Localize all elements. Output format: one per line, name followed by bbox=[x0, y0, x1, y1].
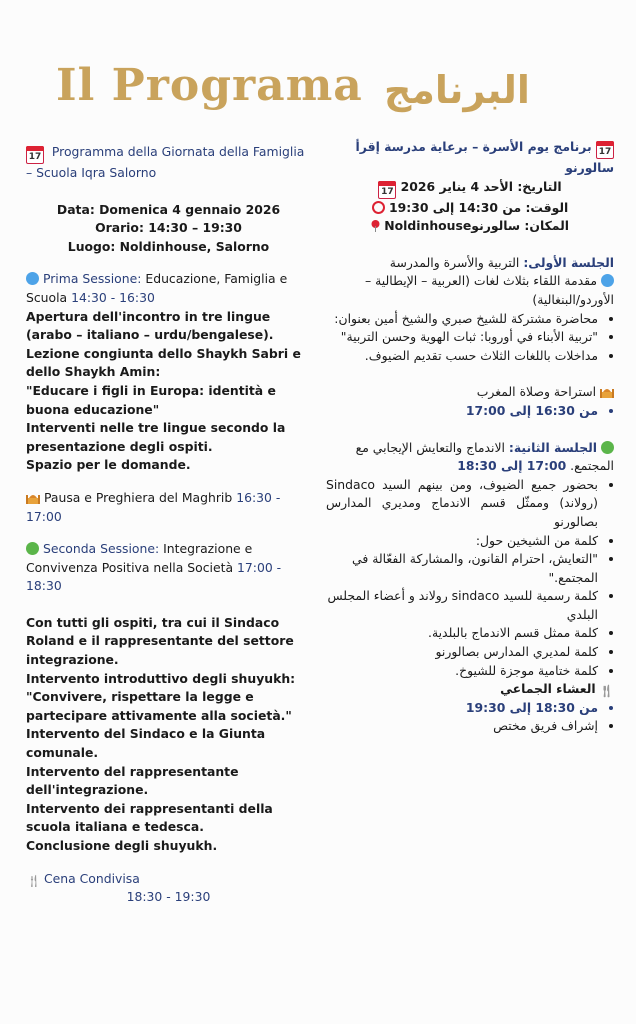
dinner-label: Cena Condivisa bbox=[43, 870, 140, 886]
italian-dinner bbox=[26, 870, 311, 889]
list-item: • كلمة ختامية موجزة للشيوخ. bbox=[326, 662, 598, 681]
list-item: • كلمة لمديري المدارس بصالورنو bbox=[326, 643, 598, 662]
arabic-session1-intro-text: مقدمة اللقاء بثلاث لغات (العربية – الإيطالية – الأوردو/البنغالية) bbox=[365, 273, 614, 307]
list-item: • كلمة رسمية للسيد sindaco رولاند و أعضاء المجلس البلدي bbox=[326, 587, 598, 624]
italian-column bbox=[26, 143, 311, 907]
list-item: • إشراف فريق مختص bbox=[326, 717, 598, 736]
arabic-session2-header bbox=[326, 439, 614, 476]
mosque-icon bbox=[600, 386, 614, 398]
arabic-session2-label: الجلسة الثانية: bbox=[508, 439, 598, 455]
title-italian: Il Programa bbox=[56, 60, 363, 111]
arabic-break-list bbox=[326, 402, 614, 421]
session2-line: Conclusione degli shuyukh. bbox=[26, 838, 218, 853]
arabic-date bbox=[326, 178, 614, 199]
italian-break bbox=[26, 489, 311, 526]
italian-session2-header bbox=[26, 540, 311, 596]
arabic-session1-title: التربية والأسرة والمدرسة bbox=[389, 254, 520, 270]
italian-session1-header bbox=[26, 270, 311, 307]
green-circle-icon bbox=[601, 441, 614, 454]
session2-line: Intervento del Sindaco e la Giunta comunale. bbox=[26, 726, 266, 761]
arabic-session2-time: 17:00 إلى 18:30 bbox=[457, 458, 567, 474]
arabic-place bbox=[326, 217, 614, 236]
blue-circle-icon bbox=[601, 274, 614, 287]
list-item: • بحضور جميع الضيوف، ومن بينهم السيد Sindaco (رولاند) وممثّل قسم الاندماج ومديري المدارس بصالورنو bbox=[326, 476, 598, 532]
title-row bbox=[0, 56, 636, 136]
arabic-break-label: استراحة وصلاة المغرب bbox=[476, 384, 597, 400]
session2-line: Intervento del rappresentante dell'integrazione. bbox=[26, 763, 239, 798]
calendar-icon: 17 bbox=[378, 181, 396, 199]
arabic-date-text: التاريخ: الأحد 4 يناير 2026 bbox=[400, 178, 562, 194]
session1-title: Educazione, Famiglia e Scuola bbox=[26, 271, 288, 305]
arabic-session1-header bbox=[326, 254, 614, 273]
arabic-session2-list bbox=[326, 476, 614, 681]
italian-heading bbox=[26, 143, 311, 183]
green-circle-icon bbox=[26, 542, 39, 555]
arabic-heading-text: برنامج يوم الأسرة – برعاية مدرسة إقرأ سالورنو bbox=[355, 139, 614, 175]
pin-icon bbox=[371, 220, 380, 232]
session2-line: Con tutti gli ospiti, tra cui il Sindaco Roland e il rappresentante del settore integrazione. bbox=[26, 614, 294, 668]
session1-line: Spazio per le domande. bbox=[26, 457, 191, 473]
list-item: • كلمة من الشيخين حول: bbox=[326, 532, 598, 551]
session2-label: Seconda Sessione: bbox=[42, 541, 160, 557]
session1-line: Interventi nelle tre lingue secondo la presentazione degli ospiti. bbox=[26, 420, 286, 454]
session2-line: "Convivere, rispettare la legge e partecipare attivamente alla società." bbox=[26, 689, 292, 723]
title-arabic: البرنامج bbox=[384, 68, 530, 112]
session2-line: Intervento introduttivo degli shuyukh: bbox=[26, 670, 296, 686]
list-item: • كلمة ممثل قسم الاندماج بالبلدية. bbox=[326, 624, 598, 643]
list-item: • من 16:30 إلى 17:00 bbox=[326, 402, 598, 421]
list-item: • "تربية الأبناء في أوروبا: ثبات الهوية وحسن التربية" bbox=[326, 328, 598, 347]
arabic-time-text: الوقت: من 14:30 إلى 19:30 bbox=[389, 199, 569, 215]
arabic-session1-list bbox=[326, 310, 614, 366]
arabic-session1-intro bbox=[326, 272, 614, 309]
clock-icon bbox=[372, 201, 385, 214]
session1-line: "Educare i figli in Europa: identità e buona educazione" bbox=[26, 382, 276, 417]
italian-time: Orario: 14:30 – 19:30 bbox=[95, 220, 242, 236]
break-time: 16:30 - 17:00 bbox=[26, 489, 281, 524]
mosque-icon bbox=[26, 492, 40, 504]
italian-date: Data: Domenica 4 gennaio 2026 bbox=[56, 201, 281, 217]
arabic-break bbox=[326, 383, 614, 402]
arabic-dinner-list bbox=[326, 699, 614, 736]
arabic-heading bbox=[326, 138, 614, 178]
list-item: • محاضرة مشتركة للشيخ صبري والشيخ أمين بعنوان: bbox=[326, 310, 598, 329]
session1-label: Prima Sessione: bbox=[42, 271, 142, 287]
session1-line: Lezione congiunta dello Shaykh Sabri e dello Shaykh Amin: bbox=[26, 345, 301, 380]
arabic-place-text: المكان: سالورنوNoldinhouse bbox=[384, 218, 570, 234]
list-item: • من 18:30 إلى 19:30 bbox=[326, 699, 598, 718]
fork-knife-icon: 🍴︎ bbox=[26, 873, 42, 888]
calendar-icon: 17 bbox=[596, 141, 614, 159]
arabic-time bbox=[326, 199, 614, 218]
fork-knife-icon: 🍴︎ bbox=[598, 684, 614, 699]
arabic-dinner-label: العشاء الجماعي bbox=[500, 681, 596, 697]
break-label: Pausa e Preghiera del Maghrib bbox=[43, 489, 233, 505]
arabic-dinner bbox=[326, 680, 614, 699]
calendar-icon: 17 bbox=[26, 146, 44, 164]
arabic-column bbox=[326, 138, 614, 736]
arabic-session1-label: الجلسة الأولى: bbox=[523, 254, 614, 270]
list-item: • مداخلات باللغات الثلاث حسب تقديم الضيوف. bbox=[326, 347, 598, 366]
session1-line: Apertura dell'incontro in tre lingue (arabo – italiano – urdu/bengalese). bbox=[26, 308, 274, 343]
list-item: • "التعايش، احترام القانون، والمشاركة الفعّالة في المجتمع." bbox=[326, 550, 598, 587]
dinner-time: 18:30 - 19:30 bbox=[126, 889, 211, 905]
session2-title: Integrazione e Convivenza Positiva nella Società bbox=[26, 541, 253, 575]
arabic-session2-title: الاندماج والتعايش الإيجابي مع المجتمع. bbox=[355, 439, 614, 474]
session1-time: 14:30 - 16:30 bbox=[71, 289, 155, 305]
session2-line: Intervento dei rappresentanti della scuola italiana e tedesca. bbox=[26, 800, 273, 835]
italian-place: Luogo: Noldinhouse, Salorno bbox=[67, 238, 270, 254]
italian-heading-text: Programma della Giornata della Famiglia – Scuola Iqra Salorno bbox=[26, 144, 305, 180]
blue-circle-icon bbox=[26, 272, 39, 285]
session2-time: 17:00 - 18:30 bbox=[26, 559, 282, 594]
